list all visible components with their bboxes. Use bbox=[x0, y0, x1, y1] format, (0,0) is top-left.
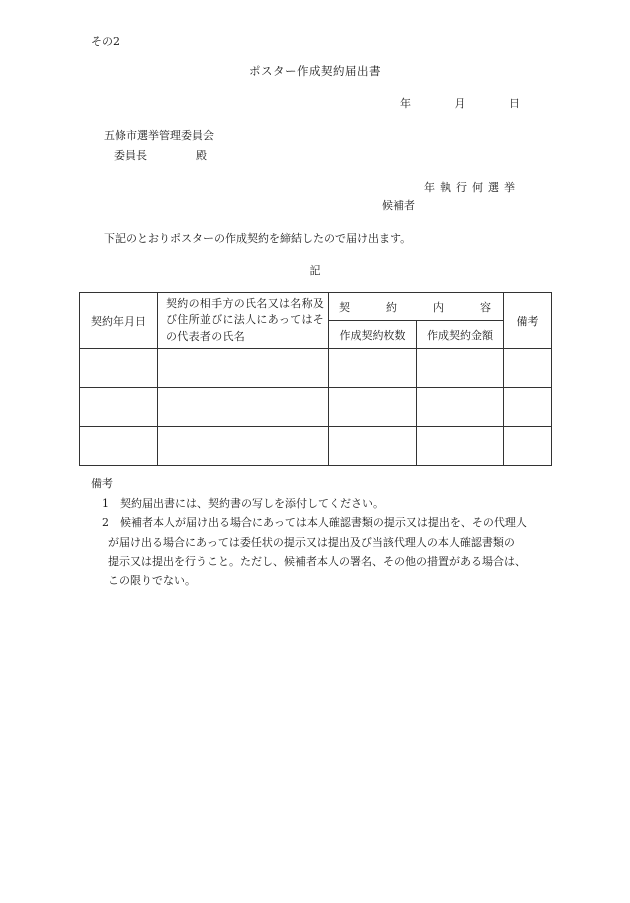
addressee-title: 委員長 bbox=[114, 149, 147, 162]
cell-contract-date[interactable] bbox=[80, 388, 158, 427]
header-contract-party: 契約の相手方の氏名又は名称及び住所並びに法人にあってはその代表者の氏名 bbox=[158, 293, 329, 349]
date-line bbox=[378, 98, 520, 109]
table-row bbox=[80, 388, 552, 427]
cell-poster-count[interactable] bbox=[329, 427, 417, 466]
form-label: その2 bbox=[91, 35, 120, 48]
table-row bbox=[80, 349, 552, 388]
cell-contract-party[interactable] bbox=[158, 427, 329, 466]
header-contract-content bbox=[329, 293, 504, 321]
cell-contract-amount[interactable] bbox=[417, 427, 504, 466]
cell-poster-count[interactable] bbox=[329, 349, 417, 388]
note-continuation: が届け出る場合にあっては委任状の提示又は提出及び当該代理人の本人確認書類の bbox=[108, 536, 515, 549]
date-year-label: 年 bbox=[400, 97, 411, 110]
date-day-label: 日 bbox=[509, 97, 520, 110]
content-char: 容 bbox=[480, 300, 491, 314]
date-month-label: 月 bbox=[454, 97, 466, 110]
note-item bbox=[102, 498, 384, 509]
ki-marker: 記 bbox=[309, 264, 321, 277]
cell-contract-date[interactable] bbox=[80, 349, 158, 388]
document-title: ポスター作成契約届出書 bbox=[249, 64, 381, 78]
addressee-honorific: 殿 bbox=[196, 149, 207, 162]
note-number: 1 bbox=[102, 497, 109, 510]
table-row bbox=[80, 427, 552, 466]
header-contract-amount: 作成契約金額 bbox=[417, 321, 504, 349]
addressee-organization: 五條市選挙管理委員会 bbox=[104, 129, 214, 142]
cell-contract-amount[interactable] bbox=[417, 349, 504, 388]
cell-remarks[interactable] bbox=[504, 349, 552, 388]
candidate-label: 候補者 bbox=[382, 199, 415, 212]
notes-heading: 備考 bbox=[91, 477, 113, 490]
cell-poster-count[interactable] bbox=[329, 388, 417, 427]
note-text: 候補者本人が届け出る場合にあっては本人確認書類の提示又は提出を、その代理人 bbox=[120, 516, 527, 529]
header-contract-date: 契約年月日 bbox=[80, 293, 158, 349]
cell-remarks[interactable] bbox=[504, 388, 552, 427]
cell-contract-date[interactable] bbox=[80, 427, 158, 466]
cell-contract-amount[interactable] bbox=[417, 388, 504, 427]
statement-text: 下記のとおりポスターの作成契約を締結したので届け出ます。 bbox=[104, 232, 412, 245]
header-remarks: 備考 bbox=[504, 293, 552, 349]
contract-table bbox=[79, 292, 552, 466]
election-name-line: 年執行何選挙 bbox=[424, 181, 520, 194]
content-char: 約 bbox=[386, 300, 397, 314]
note-text: 契約届出書には、契約書の写しを添付してください。 bbox=[120, 497, 384, 510]
header-poster-count: 作成契約枚数 bbox=[329, 321, 417, 349]
content-char: 内 bbox=[433, 300, 444, 314]
note-number: 2 bbox=[102, 516, 109, 529]
cell-contract-party[interactable] bbox=[158, 388, 329, 427]
note-item bbox=[102, 517, 527, 528]
note-continuation: 提示又は提出を行うこと。ただし、候補者本人の署名、その他の措置がある場合は、 bbox=[108, 555, 526, 568]
cell-remarks[interactable] bbox=[504, 427, 552, 466]
content-char: 契 bbox=[339, 300, 350, 314]
note-continuation: この限りでない。 bbox=[108, 574, 196, 587]
cell-contract-party[interactable] bbox=[158, 349, 329, 388]
